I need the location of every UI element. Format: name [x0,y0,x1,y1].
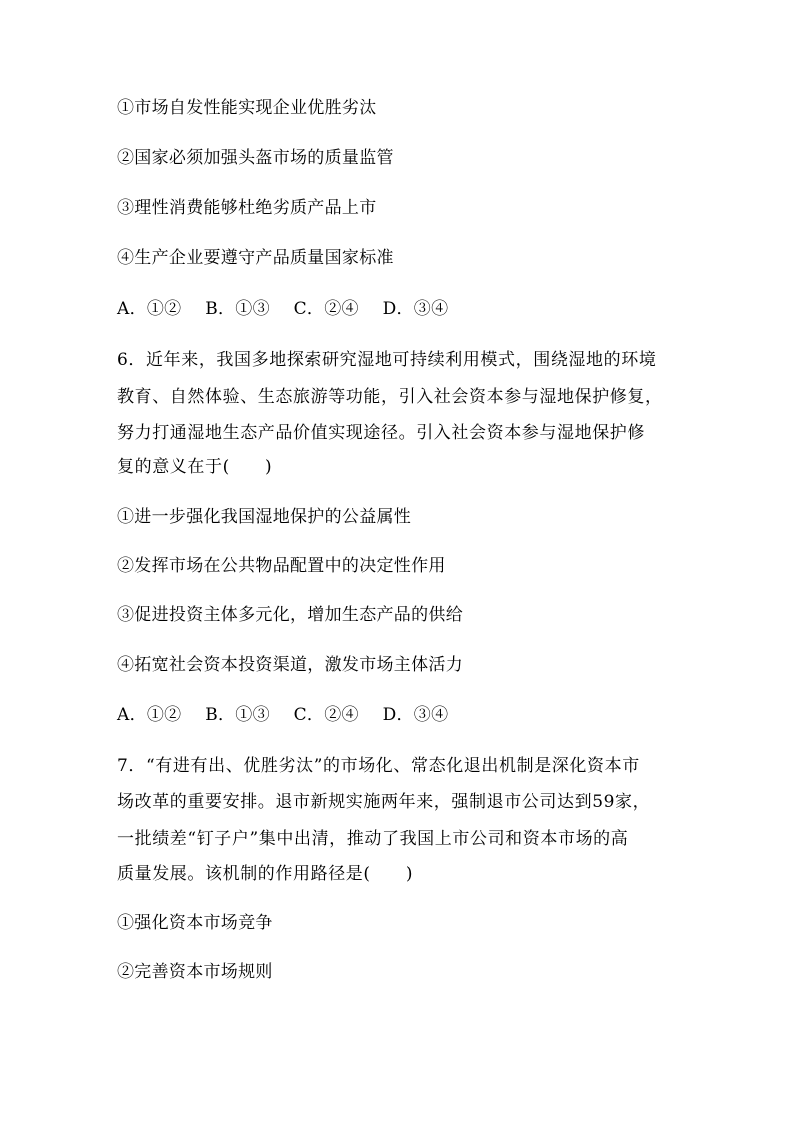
q6-choice-a: A．①② [117,705,182,725]
q6-stem-line-2: 教育、自然体验、生态旅游等功能，引入社会资本参与湿地保护修复， [117,387,663,407]
q5-choice-a: A．①② [117,299,182,319]
q5-choice-c: C．②④ [293,299,359,319]
q5-choice-b: B．①③ [205,299,270,319]
q6-choices [117,703,466,727]
q5-choice-d: D．③④ [382,299,449,319]
q6-statement-4: ④拓宽社会资本投资渠道，激发市场主体活力 [117,655,463,675]
q5-choices [117,297,466,321]
q5-statement-3: ③理性消费能够杜绝劣质产品上市 [117,198,377,218]
q5-statement-4: ④生产企业要遵守产品质量国家标准 [117,248,394,268]
q6-statement-1: ①进一步强化我国湿地保护的公益属性 [117,507,412,527]
q6-stem-line-4: 复的意义在于( ) [117,457,273,477]
q6-choice-c: C．②④ [293,705,359,725]
q6-statement-3: ③促进投资主体多元化，增加生态产品的供给 [117,605,463,625]
q5-statement-1: ①市场自发性能实现企业优胜劣汰 [117,98,377,118]
q7-stem-line-2: 场改革的重要安排。退市新规实施两年来，强制退市公司达到59家， [117,792,651,812]
q7-statement-2: ②完善资本市场规则 [117,962,273,982]
q6-choice-b: B．①③ [205,705,270,725]
q7-stem-line-4: 质量发展。该机制的作用路径是( ) [117,864,414,884]
q6-stem-line-1: 6．近年来，我国多地探索研究湿地可持续利用模式，围绕湿地的环境 [117,350,657,370]
q5-statement-2: ②国家必须加强头盔市场的质量监管 [117,148,394,168]
q6-stem-line-3: 努力打通湿地生态产品价值实现途径。引入社会资本参与湿地保护修 [117,423,645,443]
q7-stem-line-3: 一批绩差“钉子户”集中出清，推动了我国上市公司和资本市场的高 [117,829,629,849]
q6-statement-2: ②发挥市场在公共物品配置中的决定性作用 [117,556,446,576]
q7-statement-1: ①强化资本市场竞争 [117,913,273,933]
q7-stem-line-1: 7．“有进有出、优胜劣汰”的市场化、常态化退出机制是深化资本市 [117,756,640,776]
q6-choice-d: D．③④ [382,705,449,725]
